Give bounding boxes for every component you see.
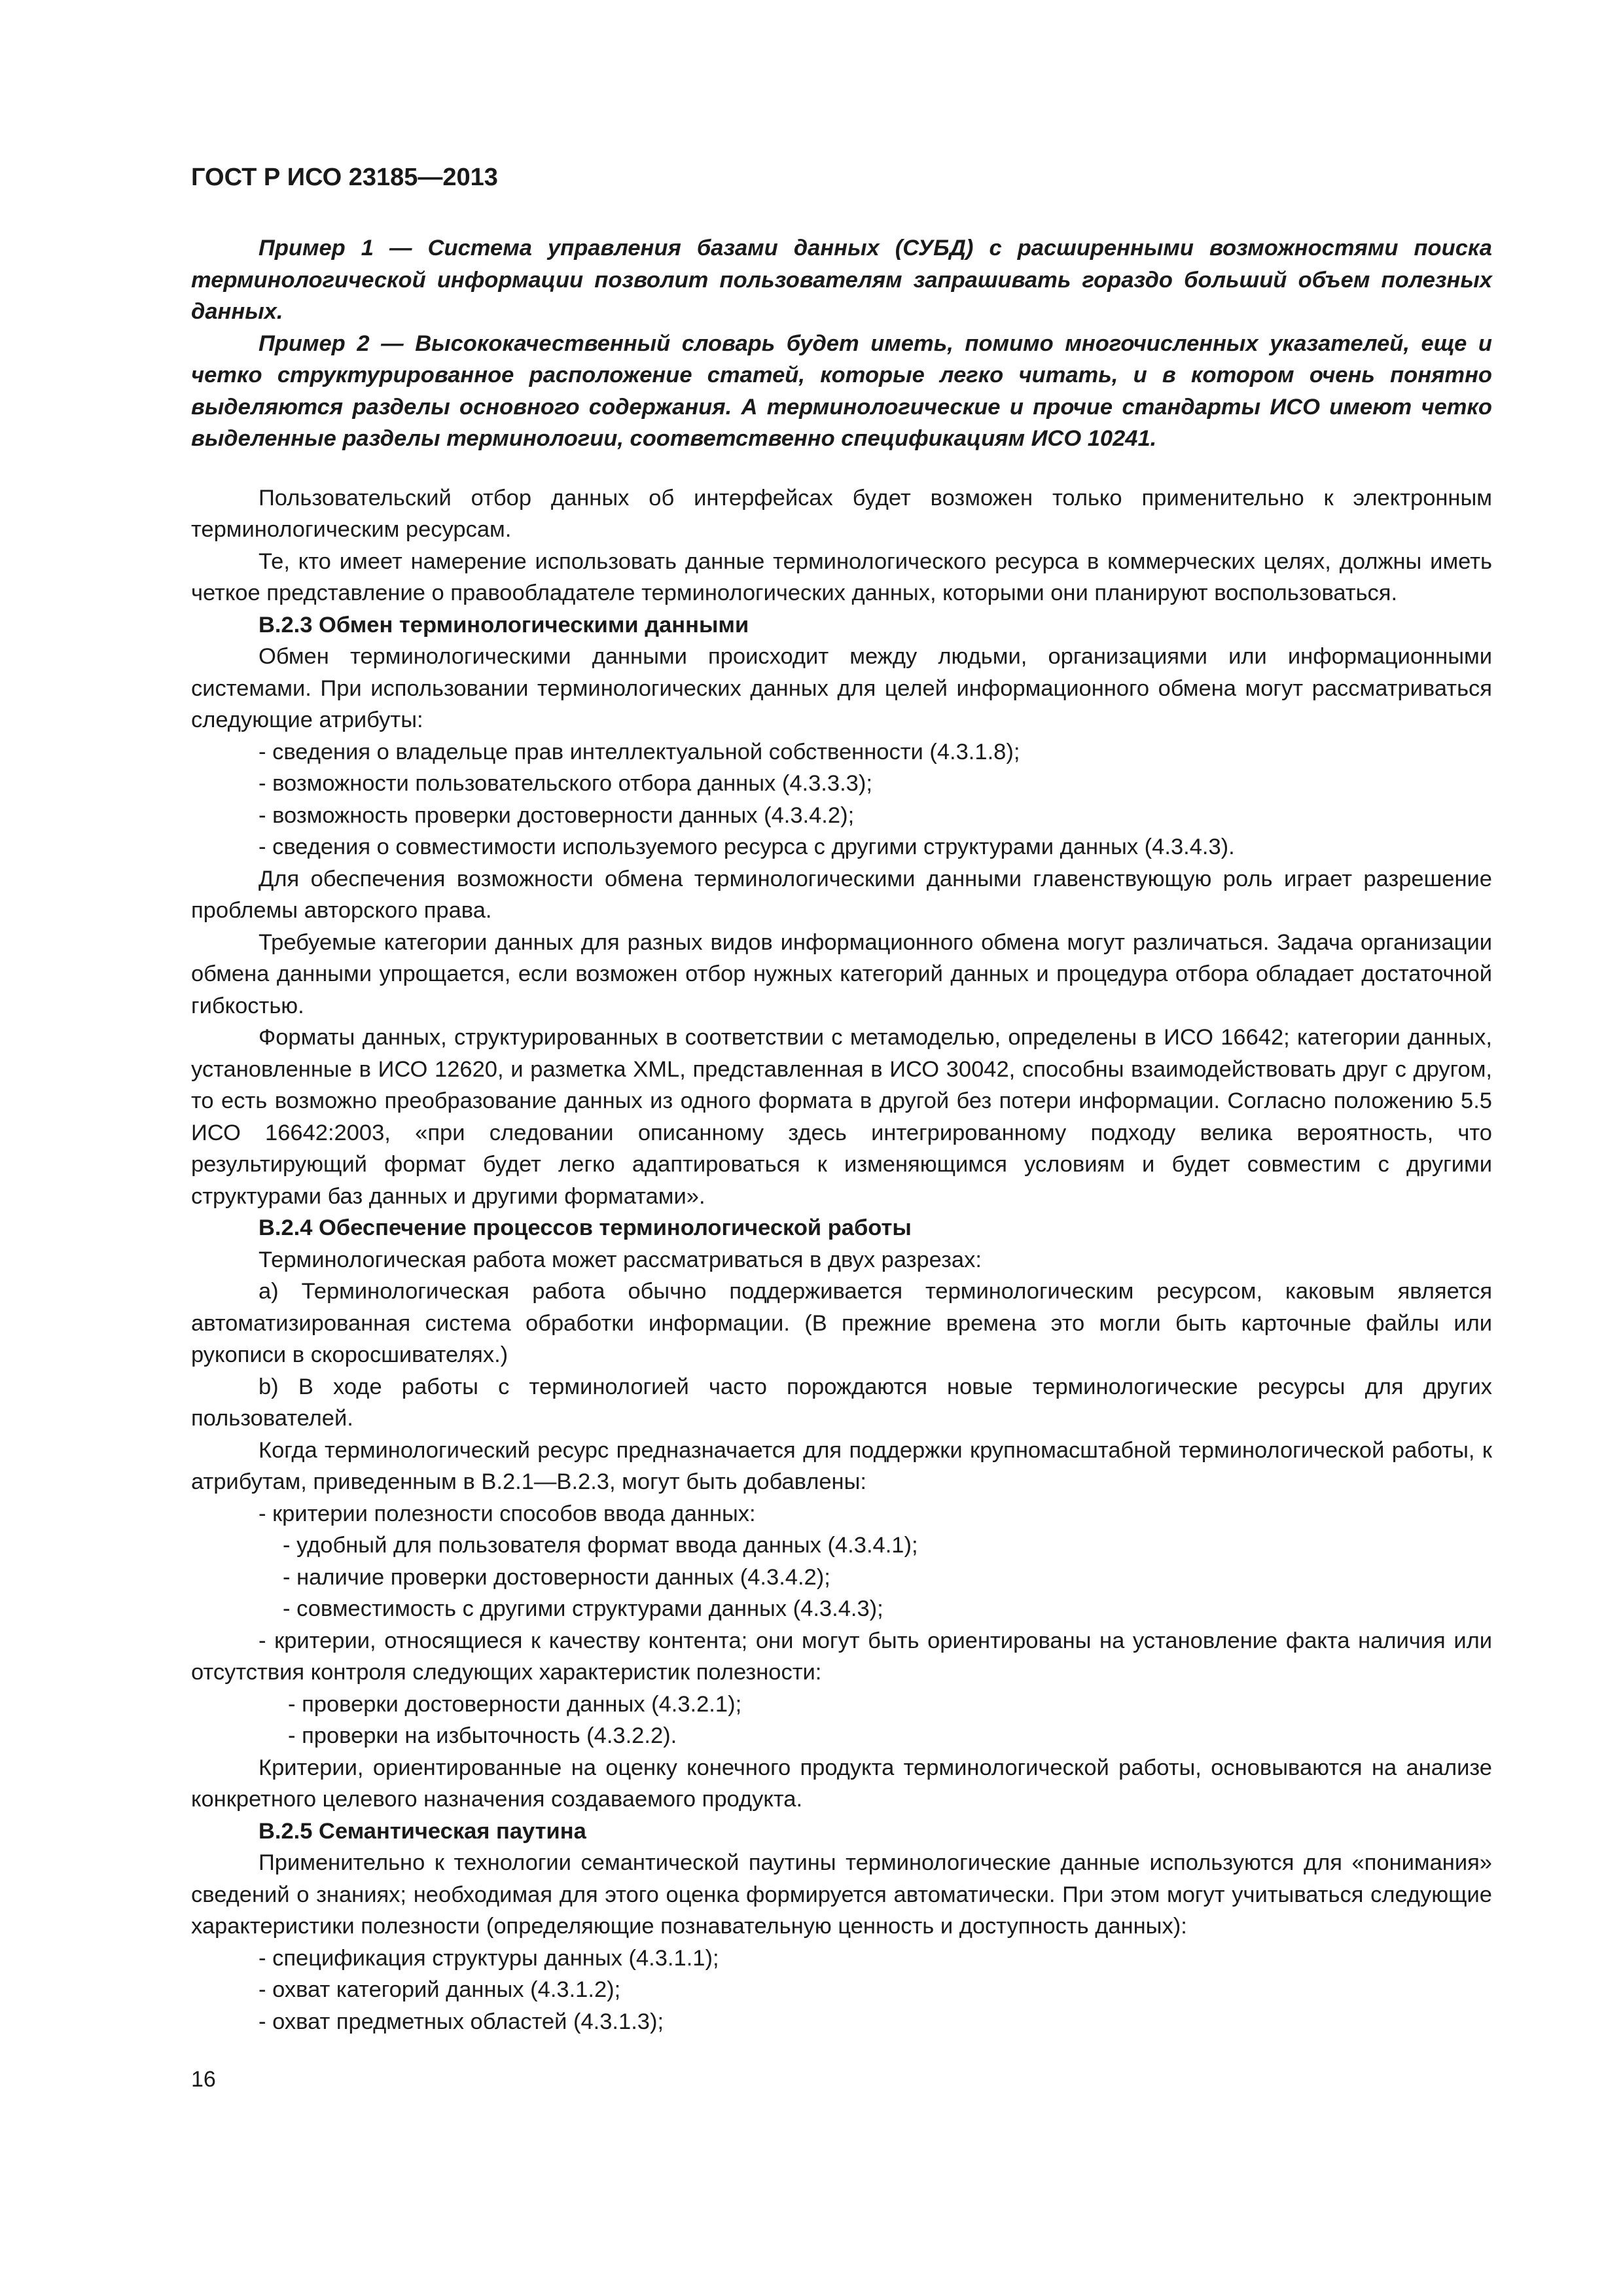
section-heading-b23: В.2.3 Обмен терминологическими данными xyxy=(259,612,749,637)
section-heading-b25: В.2.5 Семантическая паутина xyxy=(259,1818,586,1844)
list-item: - критерии полезности способов ввода данных: xyxy=(259,1501,756,1526)
paragraph: Форматы данных, структурированных в соответствии с метамоделью, определены в ИСО 16642; категории данных, установленные в ИСО 12620, и разметка XML, представленная в ИСО 30042, способны взаимодействовать друг с другом, то есть возможно преобразование данных из одного формата в другой без потери информации. Согласно положению 5.5 ИСО 16642:2003, «при следовании описанному здесь интегрированному подходу велика вероятность, что результирующий формат будет легко адаптироваться к изменяющимся условиям и будет совместим с другими структурами баз данных и другими форматами». xyxy=(191,1025,1492,1209)
section-heading-b24: В.2.4 Обеспечение процессов терминологической работы xyxy=(259,1215,912,1240)
paragraph: Применительно к технологии семантической паутины терминологические данные используются для «понимания» сведений о знаниях; необходимая для этого оценка формируется автоматически. При этом могут учитываться следующие характеристики полезности (определяющие познавательную ценность и доступность данных): xyxy=(191,1850,1492,1939)
document-body xyxy=(191,232,1492,2037)
document-header: ГОСТ Р ИСО 23185—2013 xyxy=(191,164,498,191)
paragraph: Критерии, ориентированные на оценку конечного продукта терминологической работы, основываются на анализе конкретного целевого назначения создаваемого продукта. xyxy=(191,1755,1492,1812)
sub-list-item: - совместимость с другими структурами данных (4.3.4.3); xyxy=(283,1596,883,1621)
list-item: - критерии, относящиеся к качеству контента; они могут быть ориентированы на установление факта наличия или отсутствия контроля следующих характеристик полезности: xyxy=(191,1628,1492,1685)
paragraph: Когда терминологический ресурс предназначается для поддержки крупномасштабной терминологической работы, к атрибутам, приведенным в В.2.1—В.2.3, могут быть добавлены: xyxy=(191,1437,1492,1494)
list-item-b: b) В ходе работы с терминологией часто порождаются новые терминологические ресурсы для других пользователей. xyxy=(191,1374,1492,1431)
example-1: Пример 1 — Система управления базами данных (СУБД) с расширенными возможностями поиска терминологической информации позволит пользователям запрашивать гораздо больший объем полезных данных. xyxy=(191,236,1492,324)
paragraph: Обмен терминологическими данными происходит между людьми, организациями или информационными системами. При использовании терминологических данных для целей информационного обмена могут рассматриваться следующие атрибуты: xyxy=(191,644,1492,732)
example-2: Пример 2 — Высококачественный словарь будет иметь, помимо многочисленных указателей, еще и четко структурированное расположение статей, которые легко читать, и в котором очень понятно выделяются разделы основного содержания. А терминологические и прочие стандарты ИСО имеют четко выделенные разделы терминологии, соответственно спецификациям ИСО 10241. xyxy=(191,331,1492,451)
paragraph: Терминологическая работа может рассматриваться в двух разрезах: xyxy=(259,1247,982,1272)
list-item: - сведения о владельце прав интеллектуальной собственности (4.3.1.8); xyxy=(259,739,1020,764)
list-item: - охват предметных областей (4.3.1.3); xyxy=(259,2009,664,2034)
sub-list-item: - удобный для пользователя формат ввода данных (4.3.4.1); xyxy=(283,1533,918,1558)
paragraph: Требуемые категории данных для разных видов информационного обмена могут различаться. Задача организации обмена данными упрощается, если возможен отбор нужных категорий данных и процедура отбора обладает достаточной гибкостью. xyxy=(191,929,1492,1018)
sub-list-item: - проверки достоверности данных (4.3.2.1); xyxy=(288,1691,742,1717)
list-item: - охват категорий данных (4.3.1.2); xyxy=(259,1977,621,2002)
list-item: - спецификация структуры данных (4.3.1.1); xyxy=(259,1945,719,1971)
list-item: - возможности пользовательского отбора данных (4.3.3.3); xyxy=(259,771,872,796)
paragraph: Те, кто имеет намерение использовать данные терминологического ресурса в коммерческих целях, должны иметь четкое представление о правообладателе терминологических данных, которыми они планируют воспользоваться. xyxy=(191,548,1492,605)
sub-list-item: - наличие проверки достоверности данных (4.3.4.2); xyxy=(283,1564,830,1590)
list-item-a: а) Терминологическая работа обычно поддерживается терминологическим ресурсом, каковым является автоматизированная система обработки информации. (В прежние времена это могли быть карточные файлы или рукописи в скоросшивателях.) xyxy=(191,1279,1492,1367)
sub-list-item: - проверки на избыточность (4.3.2.2). xyxy=(288,1723,677,1748)
list-item: - сведения о совместимости используемого ресурса с другими структурами данных (4.3.4.3). xyxy=(259,834,1235,859)
page-number: 16 xyxy=(191,2067,216,2092)
paragraph: Для обеспечения возможности обмена терминологическими данными главенствующую роль играет разрешение проблемы авторского права. xyxy=(191,866,1492,923)
paragraph: Пользовательский отбор данных об интерфейсах будет возможен только применительно к электронным терминологическим ресурсам. xyxy=(191,485,1492,542)
list-item: - возможность проверки достоверности данных (4.3.4.2); xyxy=(259,802,855,828)
